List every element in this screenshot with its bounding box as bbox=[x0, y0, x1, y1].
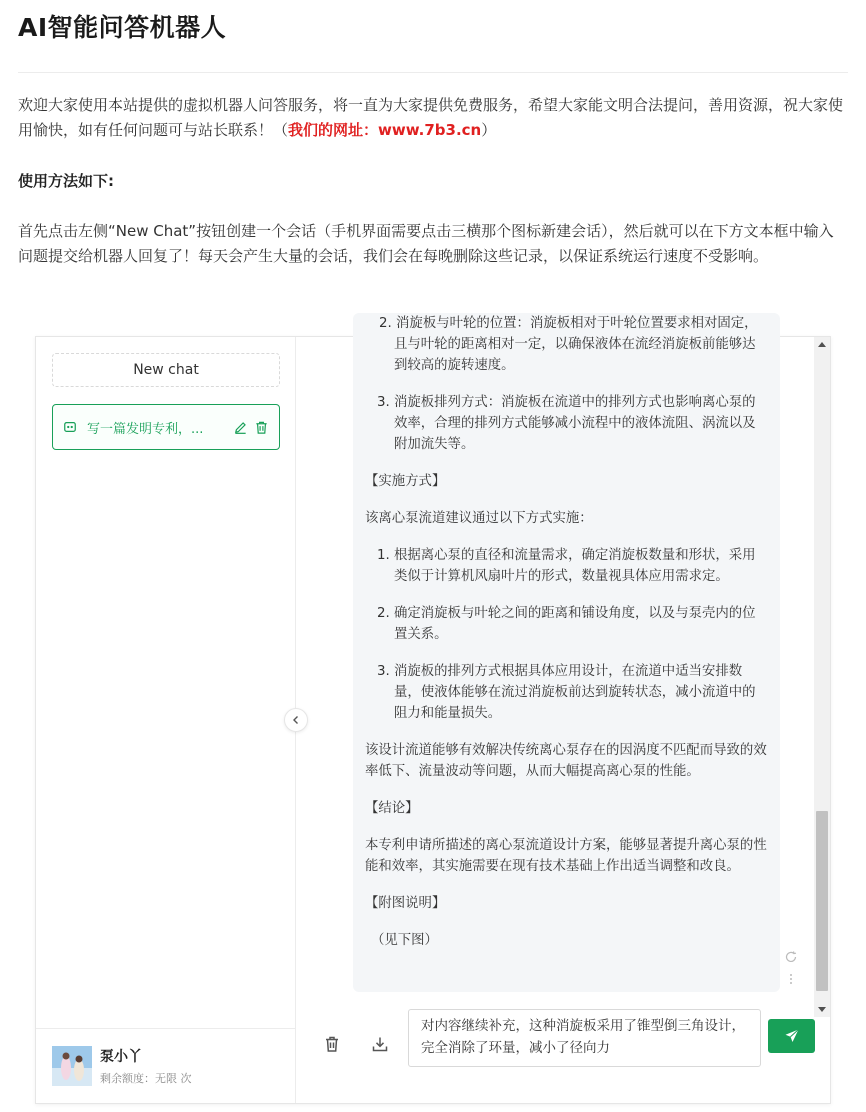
list-item: 3. 消旋板排列方式：消旋板在流道中的排列方式也影响离心泵的效率，合理的排列方式能够减小流程中的液体流阻、涡流以及附加流失等。 bbox=[394, 392, 767, 455]
intro-end: ） bbox=[481, 121, 497, 139]
assistant-message bbox=[353, 313, 780, 992]
send-button[interactable] bbox=[768, 1019, 815, 1053]
trash-icon bbox=[323, 1035, 341, 1053]
quota-text: 剩余额度：无限 次 bbox=[100, 1072, 192, 1085]
section-heading: 【结论】 bbox=[365, 801, 419, 816]
section-heading: 【附图说明】 bbox=[365, 896, 446, 911]
collapse-sidebar-button[interactable] bbox=[284, 708, 308, 732]
sidebar bbox=[36, 337, 296, 1103]
message-list[interactable] bbox=[297, 316, 830, 1017]
site-link[interactable]: 我们的网址：www.7b3.cn bbox=[288, 121, 482, 139]
usage-instructions: 首先点击左侧“New Chat”按钮创建一个会话（手机界面需要点击三横那个图标新建会话），然后就可以在下方文本框中输入问题提交给机器人回复了！每天会产生大量的会话，我们会在每晚删除这些记录，以保证系统运行速度不受影响。 bbox=[18, 222, 834, 265]
intro-body: 欢迎大家使用本站提供的虚拟机器人问答服务，将一直为大家提供免费服务，希望大家能文明合法提问，善用资源，祝大家使用愉快，如有任何问题可与站长联系！（ bbox=[18, 96, 844, 139]
chat-app bbox=[35, 316, 831, 1104]
refresh-icon[interactable] bbox=[784, 950, 798, 964]
list-item: 3. 消旋板的排列方式根据具体应用设计，在流道中适当安排数量，使液体能够在流过消旋板前达到旋转状态，减小流道中的阻力和能量损失。 bbox=[394, 661, 767, 724]
clear-button[interactable] bbox=[317, 1029, 347, 1059]
list-item-text: 2. 消旋板与叶轮的位置：消旋板相对于叶轮位置要求相对固定，且与叶轮的距离相对一定，以确保液体在流经消旋板前能够达到较高的旋转速度。 bbox=[379, 316, 758, 373]
conversation-title: 写一篇发明专利，... bbox=[87, 421, 204, 437]
avatar[interactable] bbox=[52, 1046, 92, 1086]
user-panel bbox=[36, 1028, 295, 1103]
page-title: AI智能问答机器人 bbox=[18, 13, 227, 42]
paragraph: 本专利申请所描述的离心泵流道设计方案，能够显著提升离心泵的性能和效率，其实施需要在现有技术基础上作出适当调整和改良。 bbox=[365, 838, 767, 874]
section-heading: 【实施方式】 bbox=[365, 474, 446, 489]
usage-heading: 使用方法如下: bbox=[18, 172, 114, 190]
scroll-thumb[interactable] bbox=[816, 811, 828, 991]
pencil-icon[interactable] bbox=[233, 420, 248, 435]
paper-plane-icon bbox=[784, 1028, 800, 1044]
composer bbox=[297, 1015, 830, 1103]
conversation-item[interactable] bbox=[52, 404, 280, 450]
intro-text bbox=[18, 93, 848, 143]
scroll-up-button[interactable] bbox=[814, 337, 830, 351]
paragraph: 该离心泵流道建议通过以下方式实施： bbox=[365, 511, 593, 526]
scrollbar[interactable] bbox=[814, 337, 830, 1017]
chevron-left-icon bbox=[291, 715, 301, 725]
list-item bbox=[365, 313, 767, 376]
paragraph: 该设计流道能够有效解决传统离心泵存在的因涡度不匹配而导致的效率低下、流量波动等问题，从而大幅提高离心泵的性能。 bbox=[365, 743, 767, 779]
list-item: 2. 确定消旋板与叶轮之间的距离和铺设角度，以及与泵壳内的位置关系。 bbox=[394, 603, 767, 645]
trash-icon[interactable] bbox=[254, 420, 269, 435]
chat-main bbox=[297, 316, 830, 1103]
download-icon bbox=[371, 1035, 389, 1053]
caret-up-icon bbox=[818, 341, 826, 347]
message-actions bbox=[784, 949, 798, 990]
list-item: 1. 根据离心泵的直径和流量需求，确定消旋板数量和形状，采用类似于计算机风扇叶片的形式，数量视具体应用需求定。 bbox=[394, 545, 767, 587]
more-icon[interactable] bbox=[784, 972, 798, 986]
download-button[interactable] bbox=[365, 1029, 395, 1059]
message-input[interactable] bbox=[408, 1009, 761, 1067]
chat-bubble-icon bbox=[63, 420, 77, 434]
caret-down-icon bbox=[818, 1007, 826, 1013]
paragraph: （见下图） bbox=[371, 933, 438, 948]
new-chat-button[interactable]: New chat bbox=[52, 353, 280, 387]
user-name: 泵小丫 bbox=[100, 1049, 142, 1065]
divider bbox=[18, 72, 848, 73]
